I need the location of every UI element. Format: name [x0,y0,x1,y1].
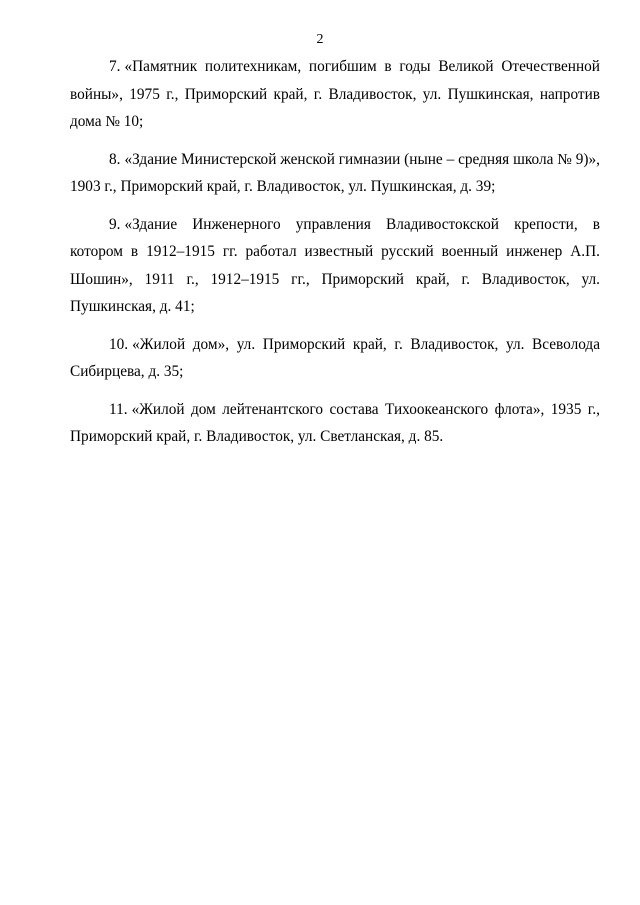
list-item [70,211,600,321]
item-number: 7. [109,58,121,75]
list-item [70,331,600,386]
item-text: «Жилой дом», ул. Приморский край, г. Владивосток, ул. Всеволода Сибирцева, д. 35; [70,335,600,380]
item-number: 11. [109,400,128,418]
page-number: 2 [316,32,324,47]
item-number: 8. [109,150,121,168]
item-text: «Здание Инженерного управления Владивостокской крепости, в котором в 1912–1915 гг. работал известный русский военный инженер А.П. Шошин», 1911 г., 1912–1915 гг., Приморский край, г. Владивосток, ул. Пушкинская, д. 41; [70,215,600,315]
item-text: «Памятник политехникам, погибшим в годы Великой Отечественной войны», 1975 г., Приморский край, г. Владивосток, ул. Пушкинская, напротив дома № 10; [70,58,600,130]
monument-list [70,53,600,461]
list-item [70,53,600,136]
item-number: 10. [109,335,129,353]
item-number: 9. [109,215,121,233]
item-text: «Жилой дом лейтенантского состава Тихоокеанского флота», 1935 г., Приморский край, г. Владивосток, ул. Светланская, д. 85. [70,400,600,445]
list-item [70,396,600,451]
item-text: «Здание Министерской женской гимназии (ныне – средняя школа № 9)», 1903 г., Приморский край, г. Владивосток, ул. Пушкинская, д. 39; [70,150,600,195]
list-item [70,146,600,201]
